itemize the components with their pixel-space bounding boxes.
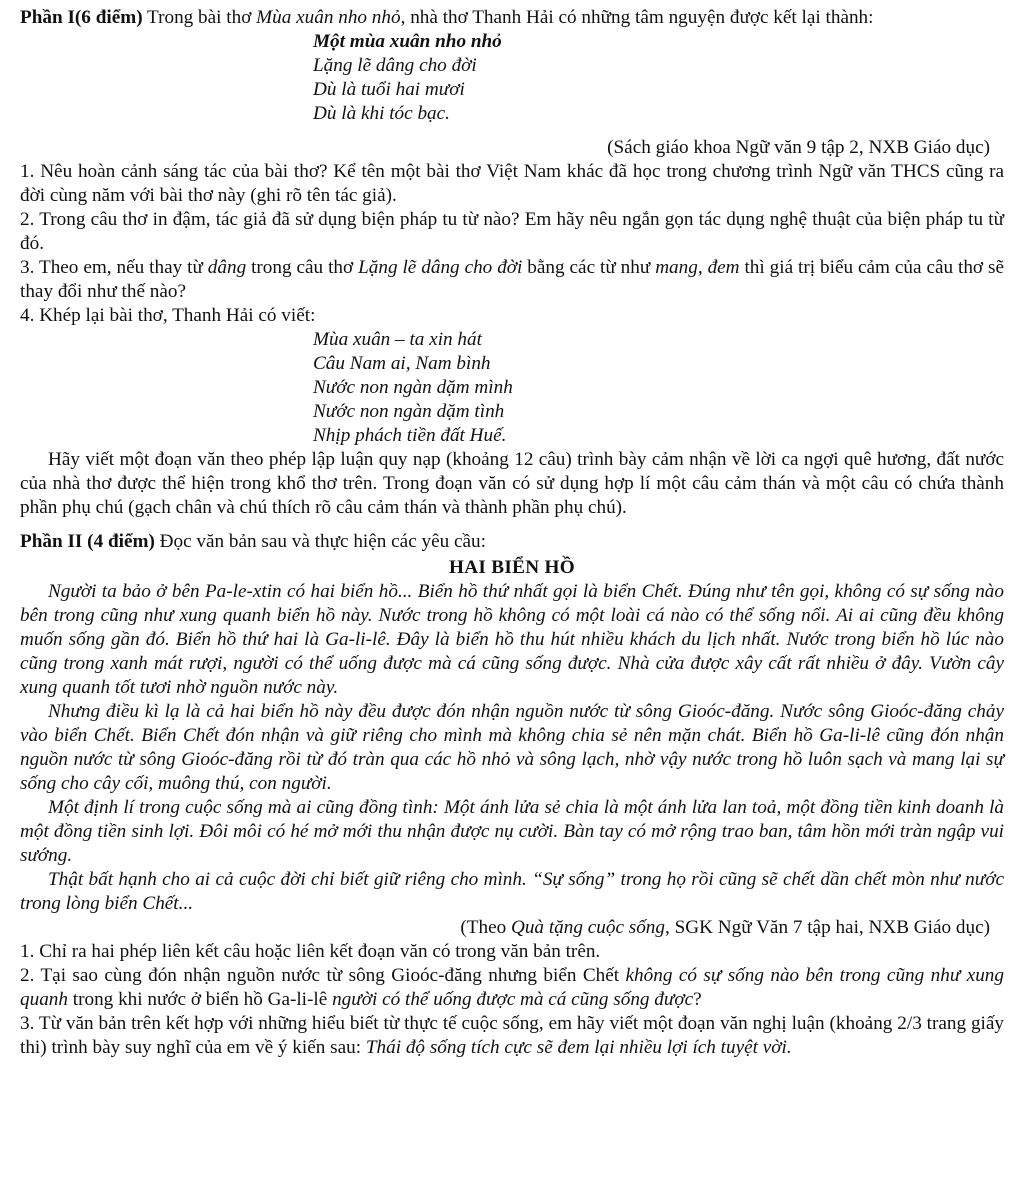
reading-paragraph: Người ta bảo ở bên Pa-le-xtin có hai biển hồ... Biển hồ thứ nhất gọi là biển Chết. Đúng như tên gọi, không có sự sống nào bên trong cũng như xung quanh biển hồ này. Nước trong hồ không có một loài cá nào có thể sống nổi. Ai ai cũng đều không muốn sống gần đó. Biển hồ thứ hai là Ga-li-lê. Đây là biển hồ thu hút nhiều khách du lịch nhất. Nước trong biển hồ lúc nào cũng trong xanh mát rượi, người có thể uống được mà cá cũng sống được. Nhà cửa được xây cất rất nhiều ở đây. Vườn cây xung quanh tốt tươi nhờ nguồn nước này. — [20, 581, 1004, 698]
poem-line: Dù là tuổi hai mươi — [313, 79, 465, 100]
part1-writing-task: Hãy viết một đoạn văn theo phép lập luận quy nạp (khoảng 12 câu) trình bày cảm nhận về lời ca ngợi quê hương, đất nước của nhà thơ được thể hiện trong khổ thơ trên. Trong đoạn văn có sử dụng hợp lí một câu cảm thán và một câu có chứa thành phần phụ chú (gạch chân và chú thích rõ câu cảm thán và thành phần phụ chú). — [20, 449, 1004, 518]
part1-question-3: 3. Theo em, nếu thay từ dâng trong câu thơ Lặng lẽ dâng cho đời bằng các từ như mang, đem thì giá trị biểu cảm của câu thơ sẽ thay đổi như thế nào? — [20, 257, 1004, 302]
poem-line: Nước non ngàn dặm mình — [313, 377, 513, 398]
poem-excerpt-2 — [313, 328, 1004, 448]
poem-line: Câu Nam ai, Nam bình — [313, 353, 491, 374]
part1-source: (Sách giáo khoa Ngữ văn 9 tập 2, NXB Giáo dục) — [607, 137, 990, 158]
part2-intro: Phần II (4 điểm) Đọc văn bản sau và thực hiện các yêu cầu: — [20, 531, 486, 552]
part2-source: (Theo Quà tặng cuộc sống, SGK Ngữ Văn 7 tập hai, NXB Giáo dục) — [460, 917, 990, 938]
part1-question-1: 1. Nêu hoàn cảnh sáng tác của bài thơ? Kể tên một bài thơ Việt Nam khác đã học trong chương trình Ngữ văn THCS cũng ra đời cùng năm với bài thơ này (ghi rõ tên tác giả). — [20, 161, 1004, 206]
reading-paragraph: Nhưng điều kì lạ là cả hai biển hồ này đều được đón nhận nguồn nước từ sông Gioóc-đăng. Nước sông Gioóc-đăng chảy vào biển Chết. Biển Chết đón nhận và giữ riêng cho mình mà không chia sẻ nên mặn chát. Biển hồ Ga-li-lê cũng đón nhận nguồn nước từ sông Gioóc-đăng rồi từ đó tràn qua các hồ nhỏ và sông lạch, nhờ vậy nước trong hồ luôn sạch và mang lại sự sống cho cây cối, muông thú, con người. — [20, 701, 1004, 794]
poem-line: Nhịp phách tiền đất Huế. — [313, 425, 507, 446]
poem-line: Lặng lẽ dâng cho đời — [313, 55, 477, 76]
reading-title: HAI BIỂN HỒ — [449, 557, 575, 578]
part1-heading: Phần I(6 điểm) — [20, 7, 143, 28]
poem-line: Một mùa xuân nho nhỏ — [313, 31, 502, 52]
part1-intro: Phần I(6 điểm) Trong bài thơ Mùa xuân nho nhỏ, nhà thơ Thanh Hải có những tâm nguyện được kết lại thành: — [20, 7, 874, 28]
part2-question-3: 3. Từ văn bản trên kết hợp với những hiểu biết từ thực tế cuộc sống, em hãy viết một đoạn văn nghị luận (khoảng 2/3 trang giấy thi) trình bày suy nghĩ của em về ý kiến sau: Thái độ sống tích cực sẽ đem lại nhiều lợi ích tuyệt vời. — [20, 1013, 1004, 1058]
reading-paragraph: Thật bất hạnh cho ai cả cuộc đời chỉ biết giữ riêng cho mình. “Sự sống” trong họ rồi cũng sẽ chết dần chết mòn như nước trong lòng biển Chết... — [20, 869, 1004, 914]
poem-title: Mùa xuân nho nhỏ — [256, 7, 401, 28]
poem-line: Dù là khi tóc bạc. — [313, 103, 450, 124]
part2-question-1: 1. Chỉ ra hai phép liên kết câu hoặc liên kết đoạn văn có trong văn bản trên. — [20, 941, 601, 962]
reading-paragraph: Một định lí trong cuộc sống mà ai cũng đồng tình: Một ánh lửa sẻ chia là một ánh lửa lan toả, một đồng tiền kinh doanh là một đồng tiền sinh lợi. Đôi môi có hé mở mới thu nhận được nụ cười. Bàn tay có mở rộng trao ban, tâm hồn mới tràn ngập vui sướng. — [20, 797, 1004, 866]
poem-excerpt-1 — [313, 30, 1004, 126]
poem-line: Nước non ngàn dặm tình — [313, 401, 505, 422]
part1-question-4: 4. Khép lại bài thơ, Thanh Hải có viết: — [20, 305, 316, 326]
part2-question-2: 2. Tại sao cùng đón nhận nguồn nước từ sông Gioóc-đăng nhưng biển Chết không có sự sống nào bên trong cũng như xung quanh trong khi nước ở biển hồ Ga-li-lê người có thể uống được mà cá cũng sống được? — [20, 965, 1004, 1010]
poem-line: Mùa xuân – ta xin hát — [313, 329, 482, 350]
part2-heading: Phần II (4 điểm) — [20, 531, 155, 552]
part1-question-2: 2. Trong câu thơ in đậm, tác giả đã sử dụng biện pháp tu từ nào? Em hãy nêu ngắn gọn tác dụng nghệ thuật của biện pháp tu từ đó. — [20, 209, 1004, 254]
